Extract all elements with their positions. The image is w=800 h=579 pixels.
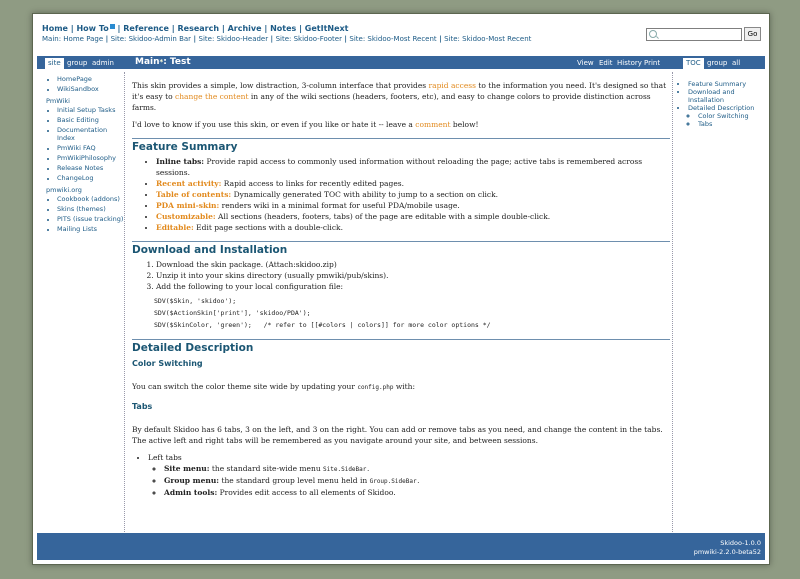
tab-all[interactable]: all — [732, 59, 741, 67]
sidebar-item-cookbook[interactable]: • Cookbook (addons) — [57, 195, 125, 203]
topnav-notes[interactable]: Notes — [270, 24, 297, 33]
tabs-paragraph: By default Skidoo has 6 tabs, 3 on the left, and 3 on the right. You can add or remove tabs as you need, and change the content in the tabs. The active left and right tabs will be remembered as you navigate around your site, and between sessions. — [132, 425, 663, 445]
list-item: ◦ Group menu: the standard group level menu held in Group.SideBar. — [164, 475, 670, 487]
sidebar-item-basic-editing[interactable]: • Basic Editing — [57, 116, 125, 124]
toc-item-tabs[interactable]: ◦ Tabs — [698, 120, 764, 128]
page-frame — [32, 13, 770, 565]
search-box — [646, 28, 742, 41]
subnav-most-recent-2[interactable]: Site: Skidoo-Most Recent — [444, 35, 532, 43]
tab-group[interactable]: group — [67, 59, 88, 67]
footer — [37, 533, 765, 560]
tab-bar — [37, 56, 765, 69]
rapid-access-link[interactable]: rapid access — [428, 81, 476, 90]
sidebar-head-pmwiki-org[interactable]: pmwiki.org — [46, 186, 82, 194]
sidebar-item-changelog[interactable]: • ChangeLog — [57, 174, 125, 182]
sidebar-item-mailing-lists[interactable]: • Mailing Lists — [57, 225, 125, 233]
action-print[interactable]: Print — [644, 59, 661, 67]
toc-item-download[interactable]: • Download and Installation — [688, 88, 764, 104]
heading-detailed-description: Detailed Description — [132, 339, 670, 355]
sidebar-item-faq[interactable]: • PmWiki FAQ — [57, 144, 125, 152]
list-item: ◦ Site menu: the standard site-wide menu Site.SideBar. — [164, 463, 670, 475]
subnav-footer[interactable]: Site: Skidoo-Footer — [275, 35, 342, 43]
subnav-most-recent[interactable]: Site: Skidoo-Most Recent — [349, 35, 437, 43]
topnav-how-to[interactable]: How To — [76, 24, 109, 33]
color-paragraph: You can switch the color theme site wide by updating your config.php with: — [132, 382, 416, 391]
topnav-reference[interactable]: Reference — [123, 24, 169, 33]
divider — [124, 72, 125, 532]
topnav-archive[interactable]: Archive — [227, 24, 262, 33]
left-tabs-list — [132, 452, 670, 498]
topnav-home[interactable]: Home — [42, 24, 68, 33]
sidebar — [37, 72, 125, 235]
sidebar-item-pits[interactable]: • PITS (issue tracking) — [57, 215, 125, 223]
list-item: • Inline tabs: Provide rapid access to commonly used information without reloading the page; active tabs is remembered across sessions. — [156, 156, 670, 178]
subnav-header[interactable]: Site: Skidoo-Header — [198, 35, 269, 43]
toc-item-color-switching[interactable]: ◦ Color Switching — [698, 112, 764, 120]
heading-download: Download and Installation — [132, 241, 670, 257]
search-input[interactable] — [659, 29, 737, 38]
list-item: • Left tabs ◦ Site menu: the standard site-wide menu Site.SideBar. ◦ Group menu: the standard group level menu held in Group.SideBar. ◦ Admin tools: Provides edit access to all elements of Skidoo. — [148, 452, 670, 498]
toc-item-feature-summary[interactable]: • Feature Summary — [688, 80, 764, 88]
sidebar-item-wikisandbox[interactable]: • WikiSandbox — [57, 85, 125, 93]
sidebar-head-pmwiki[interactable]: PmWiki — [46, 97, 70, 105]
feature-list — [132, 156, 670, 233]
sidebar-item-release-notes[interactable]: • Release Notes — [57, 164, 125, 172]
sub-nav: Main: Home Page | Site: Skidoo-Admin Bar | Site: Skidoo-Header | Site: Skidoo-Footer | Site: Skidoo-Most Recent | Site: Skidoo-Most Recent — [42, 35, 532, 43]
sidebar-item-skins[interactable]: • Skins (themes) — [57, 205, 125, 213]
tab-toc[interactable]: TOC — [683, 58, 704, 69]
toc-panel — [678, 80, 764, 128]
config-code-block: SDV($Skin, 'skidoo'); SDV($ActionSkin['print'], 'skidoo/PDA'); SDV($SkinColor, 'green'); /* refer to [[#colors | colors]] for more color options */ — [154, 297, 491, 329]
list-item: 3. Add the following to your local configuration file: — [156, 281, 670, 292]
list-item: • Editable: Edit page sections with a double-click. — [156, 222, 670, 233]
action-view[interactable]: View — [577, 59, 594, 67]
intro-paragraph: This skin provides a simple, low distraction, 3-column interface that provides rapid access to the information you need. It's designed so that it's easy to change the content in any of the wiki sections (headers, footers, etc), and easy to change colors to provide distinction across farms. — [132, 81, 667, 112]
tab-admin[interactable]: admin — [92, 59, 114, 67]
sidebar-item-initial-setup[interactable]: • Initial Setup Tasks — [57, 106, 125, 114]
top-nav: Home | How To | Reference | Research | Archive | Notes | GetItNext — [42, 24, 349, 33]
sidebar-item-documentation[interactable]: • Documentation Index — [57, 126, 125, 142]
list-item: • Customizable: All sections (headers, footers, tabs) of the page are editable with a simple double-click. — [156, 211, 670, 222]
page-title: Main*: Test — [135, 57, 191, 67]
new-window-icon — [110, 24, 115, 29]
tab-group-right[interactable]: group — [707, 59, 728, 67]
main-content — [132, 80, 670, 535]
subnav-admin-bar[interactable]: Site: Skidoo-Admin Bar — [110, 35, 192, 43]
list-item: • Table of contents: Dynamically generated TOC with ability to jump to a section on click. — [156, 189, 670, 200]
list-item: 1. Download the skin package. (Attach:skidoo.zip) — [156, 259, 670, 270]
search-icon — [649, 30, 657, 38]
divider — [672, 72, 673, 532]
footer-pmwiki-version: pmwiki-2.2.0-beta52 — [693, 548, 761, 556]
change-content-link[interactable]: change the content — [175, 92, 249, 101]
toc-item-detailed-description[interactable]: • Detailed Description ◦ Color Switching ◦ Tabs — [688, 104, 764, 128]
list-item: ◦ Admin tools: Provides edit access to all elements of Skidoo. — [164, 487, 670, 498]
subnav-main-home[interactable]: Main: Home Page — [42, 35, 104, 43]
sidebar-item-homepage[interactable]: • HomePage — [57, 75, 125, 83]
comment-link[interactable]: comment — [415, 120, 451, 129]
list-item: • PDA mini-skin: renders wiki in a minimal format for useful PDA/mobile usage. — [156, 200, 670, 211]
heading-tabs: Tabs — [132, 402, 153, 411]
header — [33, 14, 769, 54]
list-item: • Recent activity: Rapid access to links for recently edited pages. — [156, 178, 670, 189]
go-button[interactable]: Go — [744, 27, 761, 41]
action-edit[interactable]: Edit — [599, 59, 613, 67]
action-history[interactable]: History — [617, 59, 642, 67]
footer-skin-version: Skidoo-1.0.0 — [720, 539, 761, 547]
sidebar-item-philosophy[interactable]: • PmWikiPhilosophy — [57, 154, 125, 162]
topnav-research[interactable]: Research — [177, 24, 220, 33]
list-item: 2. Unzip it into your skins directory (usually pmwiki/pub/skins). — [156, 270, 670, 281]
heading-feature-summary: Feature Summary — [132, 138, 670, 154]
tab-site[interactable]: site — [45, 58, 64, 69]
topnav-getitnext[interactable]: GetItNext — [304, 24, 349, 33]
install-steps — [132, 259, 670, 292]
heading-color-switching: Color Switching — [132, 359, 203, 368]
comment-paragraph: I'd love to know if you use this skin, or even if you like or hate it -- leave a comment below! — [132, 120, 479, 129]
